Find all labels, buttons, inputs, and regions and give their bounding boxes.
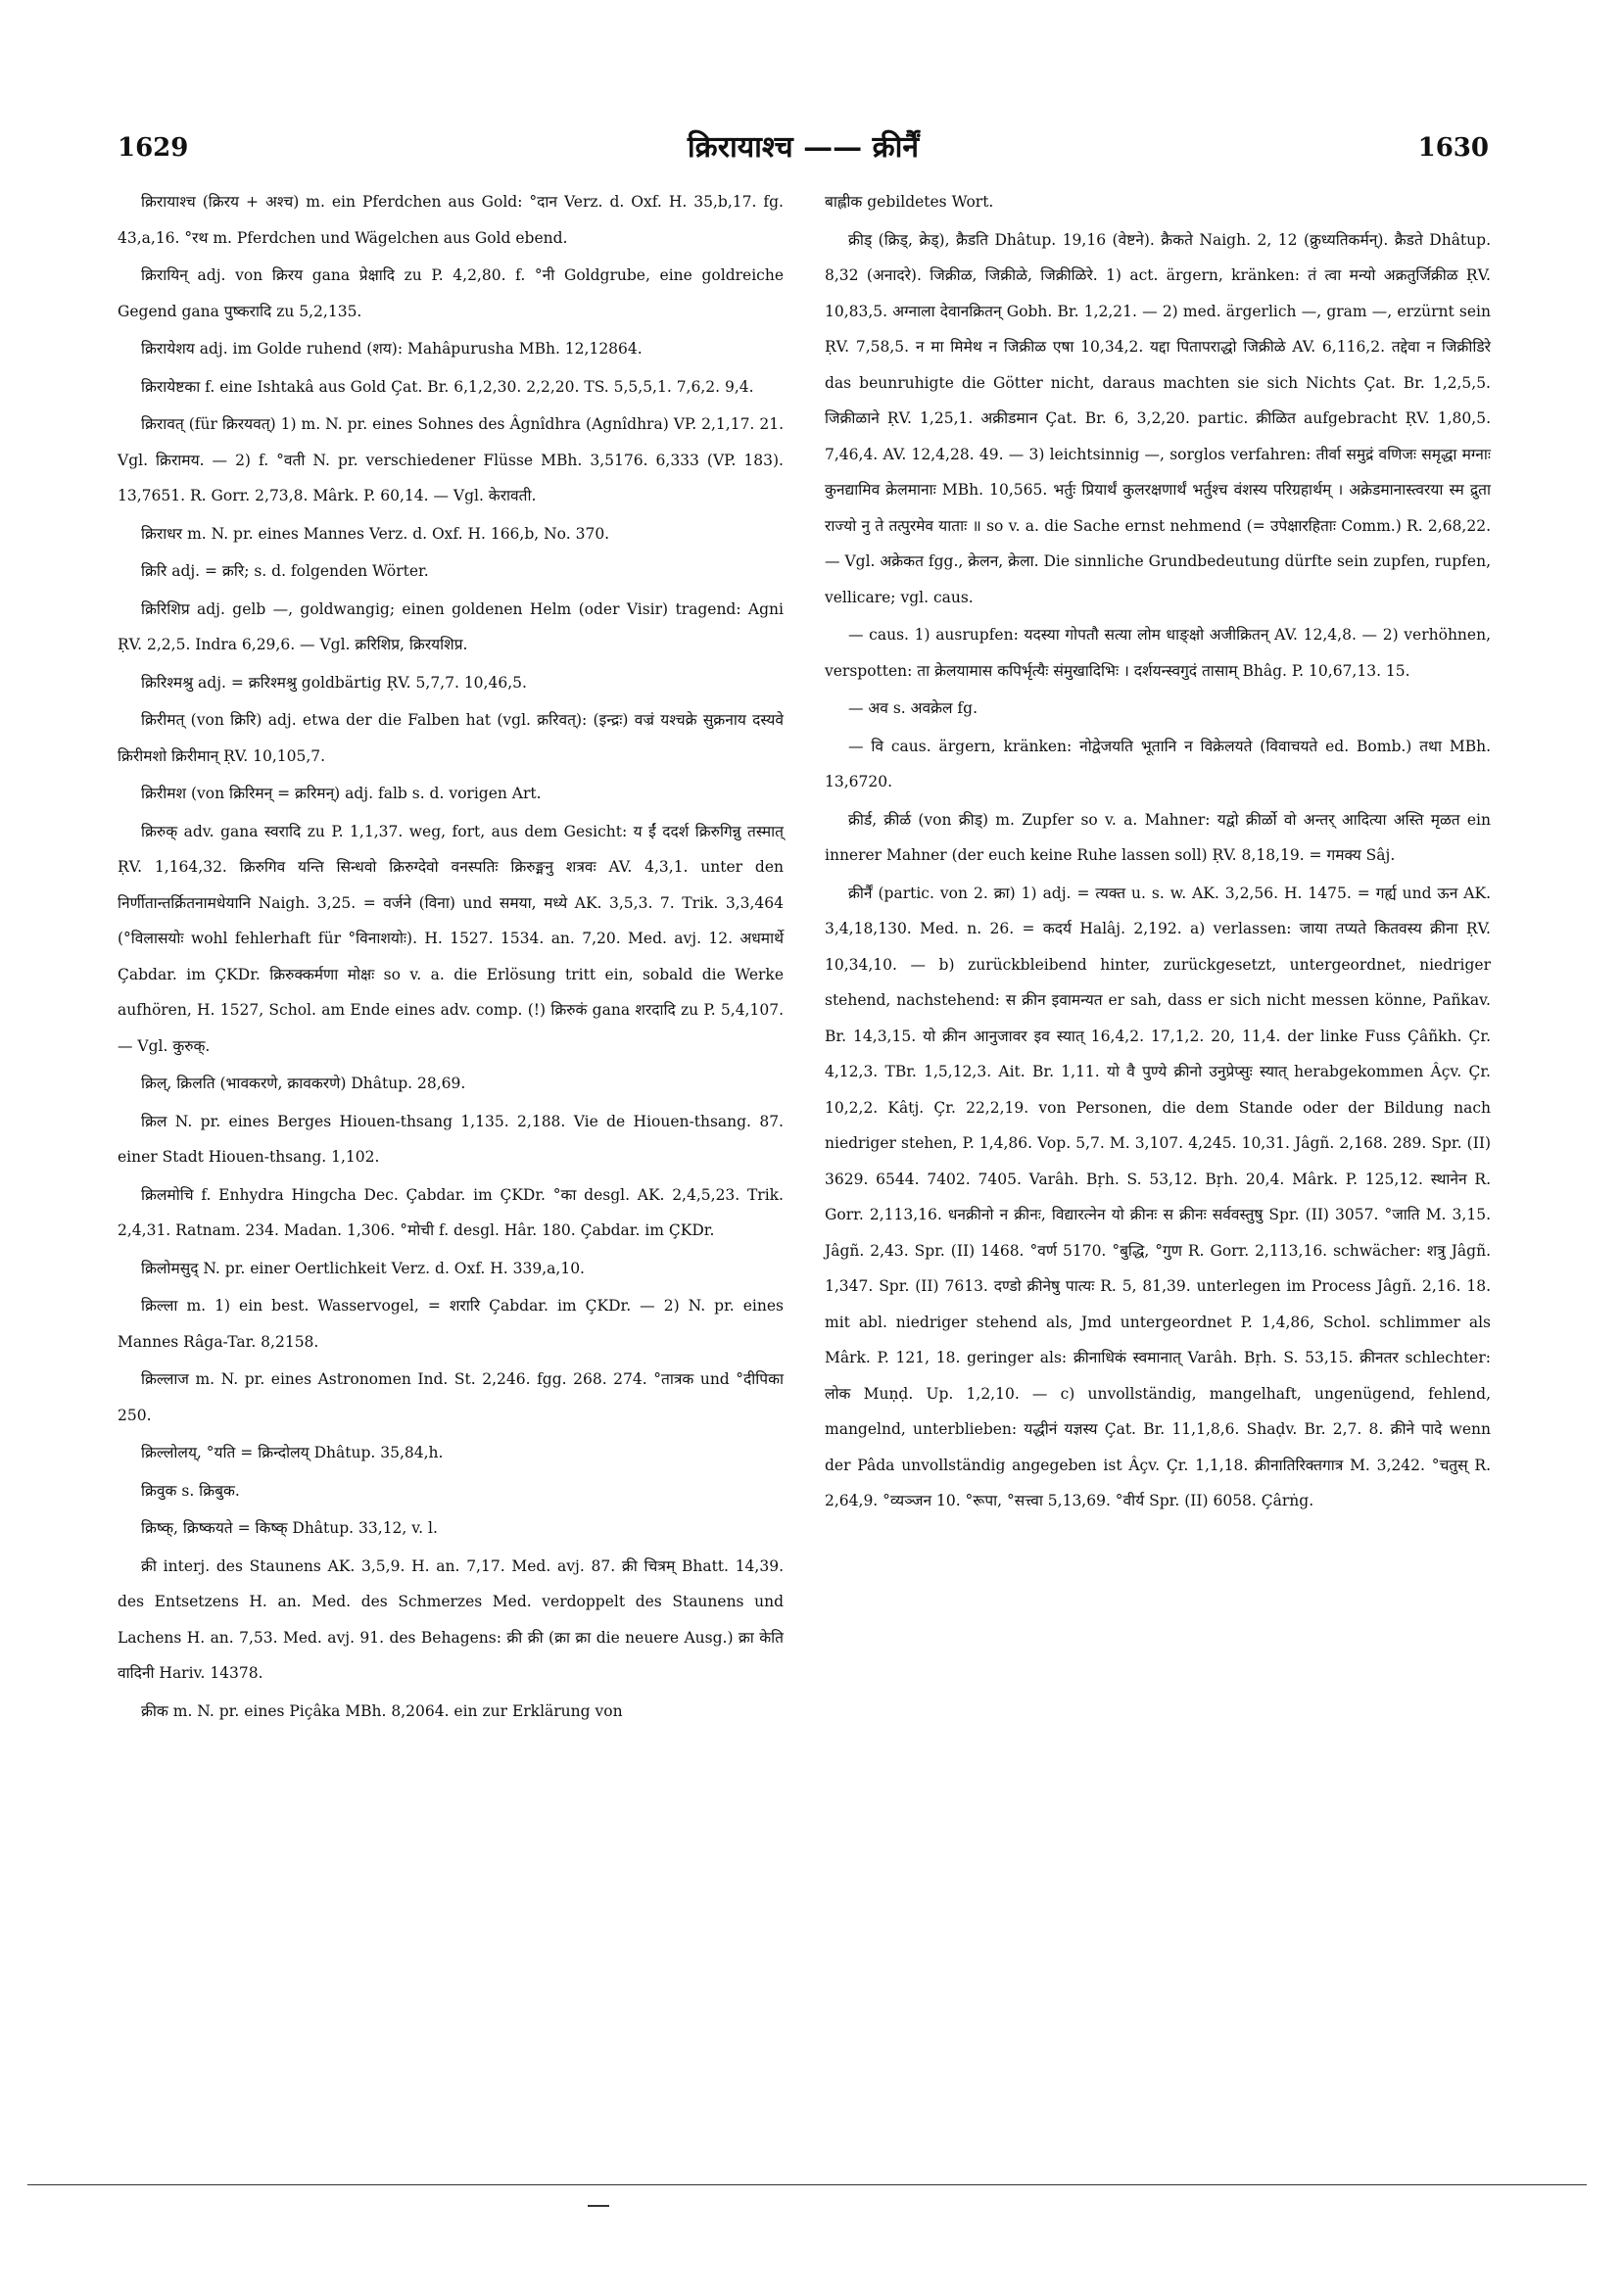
- entry: क्रिल्, क्रिलति (भावकरणे, क्रावकरणे) Dhâtup. 28,69.: [141, 1075, 466, 1092]
- entry: क्रीड् (क्रिड्, क्रेड्), क्रैडति Dhâtup. 19,16 (वेष्टने). क्रैकते Naigh. 2, 12 (क्रुध्यतिकर्मन्). क्रैडते Dhâtup. 8,32 (अनादरे). जिक्रीळ, जिक्रीळे, जिक्रीळिरे. 1) act. ärgern, kränken: तं त्वा मन्यो अक्रतुर्जिक्रीळ ṚV. 10,83,5. अग्नाला देवानक्रितन् Gobh. Br. 1,2,21. — 2) med. ärgerlich —, gram —, erzürnt sein ṚV. 7,58,5. न मा मिमेथ न जिक्रीळ एषा 10,34,2. यद्दा पितापराद्धो जिक्रीळे AV. 6,116,2. तद्देवा न जिक्रीडिरे das beunruhigte die Götter nicht, daraus machten sie sich Nichts Çat. Br. 1,2,5,5. जिक्रीळाने ṚV. 1,25,1. अक्रीडमान Çat. Br. 6, 3,2,20. partic. क्रीळित aufgebracht ṚV. 1,80,5. 7,46,4. AV. 12,4,28. 49. — 3) leichtsinnig —, sorglos verfahren: तीर्वा समुद्रं वणिजः समृद्धा मग्नाः कुनद्यामिव क्रेलमानाः MBh. 10,565. भर्तुः प्रियार्थं कुलरक्षणार्थं भर्तुश्च वंशस्य परिग्रहार्थम् । अक्रेडमानास्त्वरया स्म द्रुता राज्यो नु ते तत्पुरमेव याताः ॥ so v. a. die Sache ernst nehmend (= उपेक्षारहिताः Comm.) R. 2,68,22. — Vgl. अक्रेकत fgg., क्रेलन, क्रेला. Die sinnliche Grundbedeutung dürfte sein zupfen, rupfen, vellicare; vgl. caus.: [825, 230, 1491, 606]
- entry: क्रिरीमत् (von क्रिरि) adj. etwa der die Falben hat (vgl. क्ररिवत्): (इन्द्रः) वज्रं यश्चक्रे सुक्रनाय दस्यवे क्रिरीमशो क्रिरीमान् ṚV. 10,105,7.: [118, 711, 784, 765]
- entry: क्रिल्ला m. 1) ein best. Wasservogel, = शरारि Çabdar. im ÇKDr. — 2) N. pr. eines Mannes Râga-Tar. 8,2158.: [118, 1297, 784, 1351]
- footer-mark: [588, 2205, 609, 2207]
- entry: क्रीर्नैं (partic. von 2. क्रा) 1) adj. = त्यक्त u. s. w. AK. 3,2,56. H. 1475. = गर्ह्य und ऊन AK. 3,4,18,130. Med. n. 26. = कदर्य Halâj. 2,192. a) verlassen: जाया तप्यते कितवस्य क्रीना ṚV. 10,34,10. — b) zurückbleibend hinter, zurückgesetzt, untergeordnet, niedriger stehend, nachstehend: स क्रीन इवामन्यत er sah, dass er sich nicht messen könne, Pañkav. Br. 14,3,15. यो क्रीन आनुजावर इव स्यात् 16,4,2. 17,1,2. 20, 11,4. der linke Fuss Çâñkh. Çr. 4,12,3. TBr. 1,5,12,3. Ait. Br. 1,11. यो वै पुण्ये क्रीनो उनुप्रेप्सुः स्यात् herabgekommen Âçv. Çr. 10,2,2. Kâtj. Çr. 22,2,19. von Personen, die dem Stande oder der Bildung nach niedriger stehen, P. 1,4,86. Vop. 5,7. M. 3,107. 4,245. 10,31. Jâgñ. 2,168. 289. Spr. (II) 3629. 6544. 7402. 7405. Varâh. Bṛh. S. 53,12. Bṛh. 20,4. Mârk. P. 125,12. स्थानेन R. Gorr. 2,113,16. धनक्रीनो न क्रीनः, विद्यारत्नेन यो क्रीनः स क्रीनः सर्ववस्तुषु Spr. (II) 3057. °जाति M. 3,15. Jâgñ. 2,43. Spr. (II) 1468. °वर्ण 5170. °बुद्धि, °गुण R. Gorr. 2,113,16. schwächer: शत्रु Jâgñ. 1,347. Spr. (II) 7613. दण्डो क्रीनेषु पात्यः R. 5, 81,39. unterlegen im Process Jâgñ. 2,16. 18. mit abl. niedriger stehend als, Jmd untergeordnet P. 1,4,86, Schol. schlimmer als Mârk. P. 121, 18. geringer als: क्रीनाधिकं स्वमानात् Varâh. Bṛh. S. 53,15. क्रीनतर schlechter: लोक Muṇḍ. Up. 1,2,10. — c) unvollständig, mangelhaft, ungenügend, fehlend, mangelnd, unterblieben: यद्धीनं यज्ञस्य Çat. Br. 11,1,8,6. Shaḍv. Br. 2,7. 8. क्रीने पादे wenn der Pâda unvollständig angegeben ist Âçv. Çr. 1,1,18. क्रीनातिरिक्तगात्र M. 3,242. °चतुस् R. 2,64,9. °व्यञ्जन 10. °रूपा, °सत्त्वा 5,13,69. °वीर्य Spr. (II) 6058. Çârṅg.: [825, 884, 1491, 1509]
- entry: क्रीर्ड, क्रीर्ळ (von क्रीड्) m. Zupfer so v. a. Mahner: यद्वो क्रीर्ळो वो अन्तर् आदित्या अस्ति मृळत ein innerer Mahner (der euch keine Ruhe lassen soll) ṚV. 8,18,19. = गमक्य Sâj.: [825, 810, 1491, 864]
- entry: क्रिरायिन् adj. von क्रिरय gana प्रेक्षादि zu P. 4,2,80. f. °नी Goldgrube, eine goldreiche Gegend gana पुष्करादि zu 5,2,135.: [118, 266, 784, 320]
- entry: क्रिरावत् (für क्रिरयवत्) 1) m. N. pr. eines Sohnes des Âgnîdhra (Agnîdhra) VP. 2,1,17. 21. Vgl. क्रिरामय. — 2) f. °वती N. pr. verschiedener Flüsse MBh. 3,5176. 6,333 (VP. 183). 13,7651. R. Gorr. 2,73,8. Mârk. P. 60,14. — Vgl. केरावती.: [118, 415, 784, 504]
- running-title: क्रिरायाश्च —— क्रीर्नैं: [687, 130, 920, 165]
- page-header: [118, 125, 1489, 172]
- entry: क्रिराधर m. N. pr. eines Mannes Verz. d. Oxf. H. 166,b, No. 370.: [141, 524, 610, 543]
- entry: क्रिल्लाज m. N. pr. eines Astronomen Ind. St. 2,246. fgg. 268. 274. °तात्रक und °दीपिका 250.: [118, 1370, 784, 1424]
- entry: क्रिलोमसुद् N. pr. einer Oertlichkeit Verz. d. Oxf. H. 339,a,10.: [141, 1259, 585, 1277]
- entry: क्रिलमोचि f. Enhydra Hingcha Dec. Çabdar. im ÇKDr. °का desgl. AK. 2,4,5,23. Trik. 2,4,31. Ratnam. 234. Madan. 1,306. °मोची f. desgl. Hâr. 180. Çabdar. im ÇKDr.: [118, 1185, 784, 1239]
- page-number-left: 1629: [118, 133, 189, 163]
- entry: क्रिल N. pr. eines Berges Hiouen-thsang 1,135. 2,188. Vie de Hiouen-thsang. 87. einer Stadt Hiouen-thsang. 1,102.: [118, 1112, 784, 1166]
- right-column: [825, 184, 1491, 1519]
- entry: क्रिरुक् adv. gana स्वरादि zu P. 1,1,37. weg, fort, aus dem Gesicht: य ईं ददर्श क्रिरुगिन्नु तस्मात् ṚV. 1,164,32. क्रिरुगिव यन्ति सिन्धवो क्रिरुग्देवो वनस्पतिः क्रिरुङ्मनु शत्रवः AV. 4,3,1. unter den निर्णीतान्तर्क्रितनामधेयानि Naigh. 3,25. = वर्जने (विना) und समया, मध्ये AK. 3,5,3. 7. Trik. 3,3,464 (°विलासयोः wohl fehlerhaft für °विनाशयोः). H. 1527. 1534. an. 7,20. Med. avj. 12. अधमार्थे Çabdar. im ÇKDr. क्रिरुक्कर्मणा मोक्षः so v. a. die Erlösung tritt ein, sobald die Werke aufhören, H. 1527, Schol. am Ende eines adv. comp. (!) क्रिरुकं gana शरदादि zu P. 5,4,107. — Vgl. कुरुक्.: [118, 822, 784, 1055]
- entry: — caus. 1) ausrupfen: यदस्या गोपतौ सत्या लोम धाङ्क्षो अजीक्रितन् AV. 12,4,8. — 2) verhöhnen, verspotten: ता क्रेलयामास कपिर्भृत्यैः संमुखादिभिः । दर्शयन्स्वगुदं तासाम् Bhâg. P. 10,67,13. 15.: [825, 626, 1491, 680]
- entry: क्रिरायेशय adj. im Golde ruhend (शय): Mahâpurusha MBh. 12,12864.: [141, 340, 643, 358]
- entry: क्रिष्क्, क्रिष्कयते = किष्क् Dhâtup. 33,12, v. l.: [141, 1519, 438, 1537]
- entry: — अव s. अवक्रेल fg.: [848, 699, 978, 717]
- entry: क्रिल्लोलय्, °यति = क्रिन्दोलय् Dhâtup. 35,84,h.: [141, 1444, 444, 1461]
- page-number-right: 1630: [1417, 133, 1489, 163]
- entry: क्री interj. des Staunens AK. 3,5,9. H. an. 7,17. Med. avj. 87. क्री चित्रम् Bhatt. 14,39. des Entsetzens H. an. Med. des Schmerzes Med. verdoppelt des Staunens und Lachens H. an. 7,53. Med. avj. 91. des Behagens: क्री क्री (क्रा क्रा die neuere Ausg.) क्रा केति वादिनी Hariv. 14378.: [118, 1556, 784, 1682]
- footer-rule: [27, 2184, 1587, 2185]
- entry: क्रिरीमश (von क्रिरिमन् = क्ररिमन्) adj. falb s. d. vorigen Art.: [141, 785, 542, 802]
- entry: क्रिरिशिप्र adj. gelb —, goldwangig; einen goldenen Helm (oder Visir) tragend: Agni ṚV. 2,2,5. Indra 6,29,6. — Vgl. क्ररिशिप्र, क्रिरयशिप्र.: [118, 599, 784, 653]
- entry: क्रिरायाश्च (क्रिरय + अश्च) m. ein Pferdchen aus Gold: °दान Verz. d. Oxf. H. 35,b,17. fg. 43,a,16. °रथ m. Pferdchen und Wägelchen aus Gold ebend.: [118, 193, 784, 247]
- entry: क्रिवुक s. क्रिबुक.: [141, 1481, 240, 1500]
- entry: — वि caus. ärgern, kränken: नोद्वेजयति भूतानि न विक्रेलयते (विवाचयते ed. Bomb.) तथा MBh. 13,6720.: [825, 737, 1491, 790]
- entry: क्रीक m. N. pr. eines Piçâka MBh. 8,2064. ein zur Erklärung von: [141, 1701, 623, 1720]
- entry: क्रिरिश्मश्रु adj. = क्ररिश्मश्रु goldbärtig ṚV. 5,7,7. 10,46,5.: [141, 673, 527, 692]
- entry-continuation: बाह्लीक gebildetes Wort.: [825, 193, 994, 211]
- entry: क्रिरि adj. = क्ररि; s. d. folgenden Wörter.: [141, 562, 429, 580]
- left-column: [118, 184, 784, 1729]
- entry: क्रिरायेष्टका f. eine Ishtakâ aus Gold Çat. Br. 6,1,2,30. 2,2,20. TS. 5,5,5,1. 7,6,2. 9,4.: [141, 377, 754, 396]
